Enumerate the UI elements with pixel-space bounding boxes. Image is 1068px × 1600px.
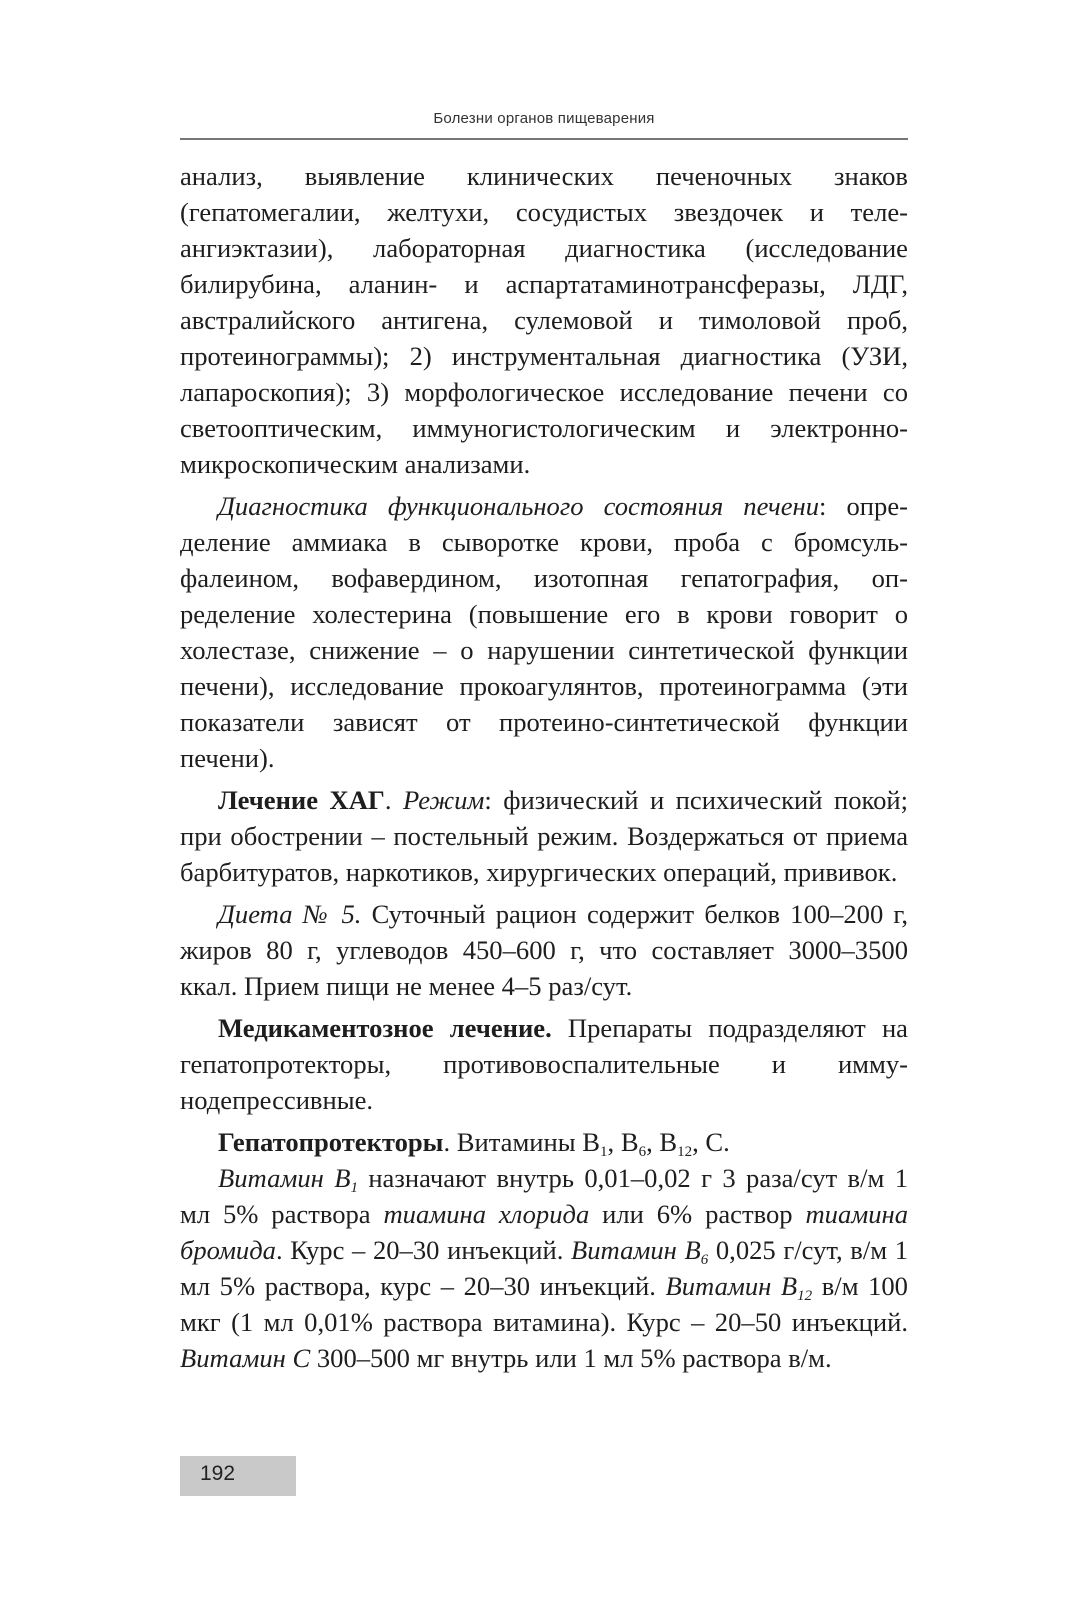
text-run: . Витамины B (443, 1127, 601, 1157)
subscript: 6 (638, 1144, 647, 1160)
paragraph-7 (180, 1160, 908, 1376)
text-run: или 6% раствор (589, 1199, 806, 1229)
subscript (350, 1180, 358, 1196)
italic-term: тиамина хлорида (383, 1199, 590, 1229)
subscript: 1 (600, 1144, 608, 1160)
section-heading-treatment: Лечение ХАГ (218, 785, 385, 815)
section-heading-medication: Медикаментозное лечение. (218, 1013, 552, 1043)
paragraph-4-text: Суточный рацион содержит белков 100–200 г, жиров 80 г, углеводов 450–600 г, что составляет 3000–3500 ккал. Прием пищи не менее 4–5 раз/сут. (180, 899, 908, 1001)
subscript-text: 6 (700, 1252, 709, 1268)
page-number-box (180, 1456, 296, 1496)
italic-term: Режим (402, 785, 485, 815)
text-run: 0,025 г/сут, в/м 1 мл 5% раствора, курс – 20–30 инъекций. (180, 1235, 908, 1301)
italic-term: Витамин B (218, 1163, 351, 1193)
text-run: 300–500 мг внутрь или 1 мл 5% раствора в/м. (310, 1343, 832, 1373)
text-run: в/м 100 мкг (1 мл 0,01% раствора витамина). Курс – 20–50 инъекций. (180, 1271, 908, 1337)
section-heading-hepatoprotectors: Гепатопротекторы (218, 1127, 444, 1157)
paragraph-5-text: Препараты подразделяют на гепатопротекторы, противовоспалительные и иммунодепрессивные. (180, 1013, 908, 1115)
subscript: 12 (677, 1144, 693, 1160)
text-run: . Курс – 20–30 инъекций. (275, 1235, 572, 1265)
header-rule (180, 138, 908, 140)
italic-term: Витамин C (180, 1343, 311, 1373)
italic-term: Диета № 5. (218, 899, 362, 929)
subscript-text: 12 (797, 1288, 813, 1304)
paragraph-2-text: : определение аммиака в сыворотке крови, проба с бромсульфалеином, вофавердином, изотопная гепатография, определение холестерина (повышение его в крови говорит о холестазе, снижение – о нарушении синтетической функции печени), исследование прокоагулянтов, протеинограмма (эти показатели зависят от протеино-синтетической функции печени). (180, 491, 908, 773)
body-text (180, 158, 908, 1376)
paragraph-4 (180, 896, 908, 1004)
text-run: , C. (692, 1127, 730, 1157)
paragraph-1-text: анализ, выявление клинических печеночных знаков (гепатомегалии, желтухи, сосудистых звездочек и телеангиэктазии), лабораторная диагностика (исследование билирубина, аланин- и аспартатаминотрансферазы, ЛДГ, австралийского антигена, сулемовой и тимоловой проб, протеинограммы); 2) инструментальная диагностика (УЗИ, лапароскопия); 3) морфологическое исследование печени со светооптическим, иммуногистологическим и электронно-микроскопическим анализами. (180, 161, 908, 479)
italic-term: Витамин B (571, 1235, 701, 1265)
text-run: , B (607, 1127, 639, 1157)
paragraph-3 (180, 782, 908, 890)
subscript (797, 1288, 812, 1304)
italic-term: Витамин B (665, 1271, 798, 1301)
text-run: , B (646, 1127, 678, 1157)
italic-term: Диагностика функционального состояния печени (218, 491, 820, 521)
paragraph-2 (180, 488, 908, 776)
page-number: 192 (200, 1462, 236, 1485)
text-run: назначают внутрь 0,01–0,02 г 3 раза/сут в/м 1 мл 5% раствора (180, 1163, 908, 1229)
paragraph-3-text: : физический и психический покой; при обострении – постельный режим. Воздержаться от приема барбитуратов, наркотиков, хирургических операций, прививок. (180, 785, 908, 887)
running-head: Болезни органов пищеварения (433, 110, 655, 127)
paragraph-1 (180, 158, 908, 482)
italic-term: тиамина бромида (180, 1199, 908, 1265)
subscript-text: 1 (350, 1180, 358, 1196)
separator: . (384, 785, 403, 815)
paragraph-6 (180, 1124, 908, 1160)
paragraph-5 (180, 1010, 908, 1118)
